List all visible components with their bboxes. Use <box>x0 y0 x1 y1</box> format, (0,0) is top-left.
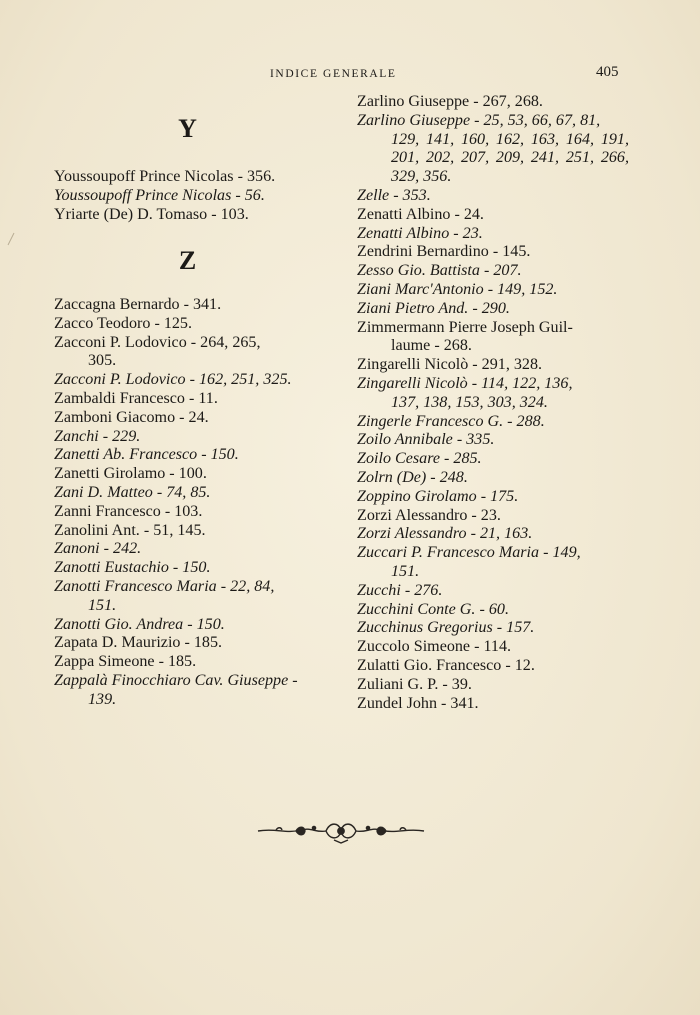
index-entry <box>54 390 322 409</box>
index-entry <box>54 578 322 616</box>
index-entry-text: Zanetti Girolamo - 100. <box>54 465 207 483</box>
index-entry-text: Ziani Pietro And. - 290. <box>357 299 510 317</box>
index-entry <box>357 206 629 225</box>
index-entry <box>54 446 322 465</box>
index-entry-text: Zesso Gio. Battista - 207. <box>357 262 522 280</box>
index-entry-text: Zulatti Gio. Francesco - 12. <box>357 656 535 674</box>
entry-list-z <box>54 296 322 710</box>
index-entry <box>357 450 629 469</box>
index-entry <box>357 281 629 300</box>
index-entry-text: Youssoupoff Prince Nicolas - 56. <box>54 186 265 204</box>
index-entry-text: Zarlino Giuseppe - 25, 53, 66, 67, 81, <box>357 111 601 129</box>
index-entry <box>357 544 629 582</box>
index-entry <box>357 582 629 601</box>
index-entry <box>357 601 629 620</box>
index-entry <box>357 413 629 432</box>
index-entry <box>357 619 629 638</box>
index-entry <box>54 428 322 447</box>
index-entry <box>54 503 322 522</box>
index-entry-text: Zaccagna Bernardo - 341. <box>54 296 222 313</box>
index-entry-text: Zambaldi Francesco - 11. <box>54 389 218 407</box>
index-entry-text: Zingerle Francesco G. - 288. <box>357 412 545 430</box>
index-entry <box>54 168 322 187</box>
index-column-right <box>357 93 629 713</box>
index-entry <box>357 356 629 375</box>
index-entry-text: Zucchini Conte G. - 60. <box>357 600 509 618</box>
index-entry-text: Zimmermann Pierre Joseph Guil- <box>357 318 573 336</box>
index-entry-continuation: 139. <box>88 690 117 708</box>
index-entry-text: Ziani Marc'Antonio - 149, 152. <box>357 280 558 298</box>
index-entry-text: Zenatti Albino - 23. <box>357 224 483 242</box>
index-entry-text: Zundel John - 341. <box>357 694 479 712</box>
index-entry-text: Zappalà Finocchiaro Cav. Giuseppe - <box>54 671 298 689</box>
index-entry-text: Zuccari P. Francesco Maria - 149, <box>357 544 581 562</box>
index-entry <box>54 616 322 635</box>
index-entry-text: Zelle - 353. <box>357 186 431 204</box>
index-entry <box>357 93 629 112</box>
index-entry-continuation: 137, 138, 153, 303, 324. <box>391 393 548 411</box>
index-entry <box>357 187 629 206</box>
index-entry-text: Zoppino Girolamo - 175. <box>357 487 519 505</box>
index-entry <box>54 672 322 710</box>
entry-list-right <box>357 93 629 713</box>
index-entry-text: Zanchi - 229. <box>54 427 141 445</box>
index-entry <box>54 409 322 428</box>
index-entry-text: Zolrn (De) - 248. <box>357 468 468 486</box>
index-entry <box>54 334 322 372</box>
index-entry-text: Zoilo Annibale - 335. <box>357 431 495 449</box>
index-entry <box>357 469 629 488</box>
index-entry-text: Zoilo Cesare - 285. <box>357 450 482 468</box>
index-entry <box>54 559 322 578</box>
index-entry <box>357 507 629 526</box>
index-entry-text: Zacconi P. Lodovico - 162, 251, 325. <box>54 371 292 389</box>
fleuron-ornament-icon <box>256 818 426 844</box>
index-entry <box>54 522 322 541</box>
index-entry-text: Zuliani G. P. - 39. <box>357 675 472 693</box>
index-entry-text: Yriarte (De) D. Tomaso - 103. <box>54 205 249 223</box>
index-entry-text: Zenatti Albino - 24. <box>357 205 484 223</box>
index-entry <box>357 431 629 450</box>
index-entry-text: Zingarelli Nicolò - 291, 328. <box>357 356 543 374</box>
index-entry <box>357 695 629 714</box>
index-entry-text: Zanoni - 242. <box>54 540 142 558</box>
index-column-left-y <box>54 168 322 224</box>
page-number: 405 <box>596 64 619 80</box>
index-entry-text: Zanotti Gio. Andrea - 150. <box>54 615 225 633</box>
index-entry <box>54 296 322 315</box>
index-entry <box>357 375 629 413</box>
index-column-left-z <box>54 296 322 710</box>
index-entry-text: Zuccolo Simeone - 114. <box>357 638 512 656</box>
index-entry-continuation: 129, 141, 160, 162, 163, 164, 191, 201, 202, 207, 209, 241, 251, 266, 329, 356. <box>391 130 629 186</box>
index-entry <box>357 300 629 319</box>
index-entry-text: Zanetti Ab. Francesco - 150. <box>54 446 239 464</box>
index-entry-text: Zarlino Giuseppe - 267, 268. <box>357 93 543 110</box>
index-entry-text: Zanolini Ant. - 51, 145. <box>54 521 206 539</box>
index-entry-text: Zucchi - 276. <box>357 581 443 599</box>
index-entry <box>54 315 322 334</box>
index-entry <box>357 638 629 657</box>
entry-list-y <box>54 168 322 224</box>
index-entry <box>54 187 322 206</box>
running-title: INDICE GENERALE <box>270 68 397 80</box>
index-entry-text: Zani D. Matteo - 74, 85. <box>54 483 211 501</box>
index-entry <box>357 225 629 244</box>
section-letter-y: Y <box>178 114 198 143</box>
index-entry-text: Zingarelli Nicolò - 114, 122, 136, <box>357 374 573 392</box>
index-entry <box>54 206 322 225</box>
index-entry-text: Zendrini Bernardino - 145. <box>357 243 531 261</box>
index-entry <box>54 540 322 559</box>
index-entry <box>357 676 629 695</box>
section-letter-z: Z <box>178 246 198 275</box>
index-entry-text: Zorzi Alessandro - 23. <box>357 506 501 524</box>
index-entry <box>357 112 629 187</box>
index-entry-text: Zanni Francesco - 103. <box>54 502 203 520</box>
index-entry-text: Zucchinus Gregorius - 157. <box>357 619 535 637</box>
index-entry <box>357 488 629 507</box>
index-entry-text: Zacconi P. Lodovico - 264, 265, <box>54 333 261 351</box>
index-entry <box>357 657 629 676</box>
index-entry <box>54 371 322 390</box>
stray-mark-icon <box>6 232 16 246</box>
index-entry-text: Zanotti Francesco Maria - 22, 84, <box>54 577 275 595</box>
index-entry-text: Youssoupoff Prince Nicolas - 356. <box>54 168 276 185</box>
index-entry-text: Zacco Teodoro - 125. <box>54 314 193 332</box>
index-entry <box>54 634 322 653</box>
index-entry <box>54 465 322 484</box>
index-entry <box>357 262 629 281</box>
index-entry <box>357 319 629 357</box>
index-entry <box>357 243 629 262</box>
index-entry-text: Zappa Simeone - 185. <box>54 653 197 671</box>
index-entry-continuation: laume - 268. <box>391 337 472 355</box>
index-entry-text: Zamboni Giacomo - 24. <box>54 408 209 426</box>
index-entry-continuation: 151. <box>88 596 117 614</box>
index-entry <box>54 653 322 672</box>
index-entry <box>54 484 322 503</box>
index-entry-continuation: 305. <box>88 352 117 370</box>
index-entry-text: Zanotti Eustachio - 150. <box>54 559 211 577</box>
index-entry-continuation: 151. <box>391 562 420 580</box>
index-entry <box>357 525 629 544</box>
index-entry-text: Zorzi Alessandro - 21, 163. <box>357 525 533 543</box>
index-entry-text: Zapata D. Maurizio - 185. <box>54 634 223 652</box>
